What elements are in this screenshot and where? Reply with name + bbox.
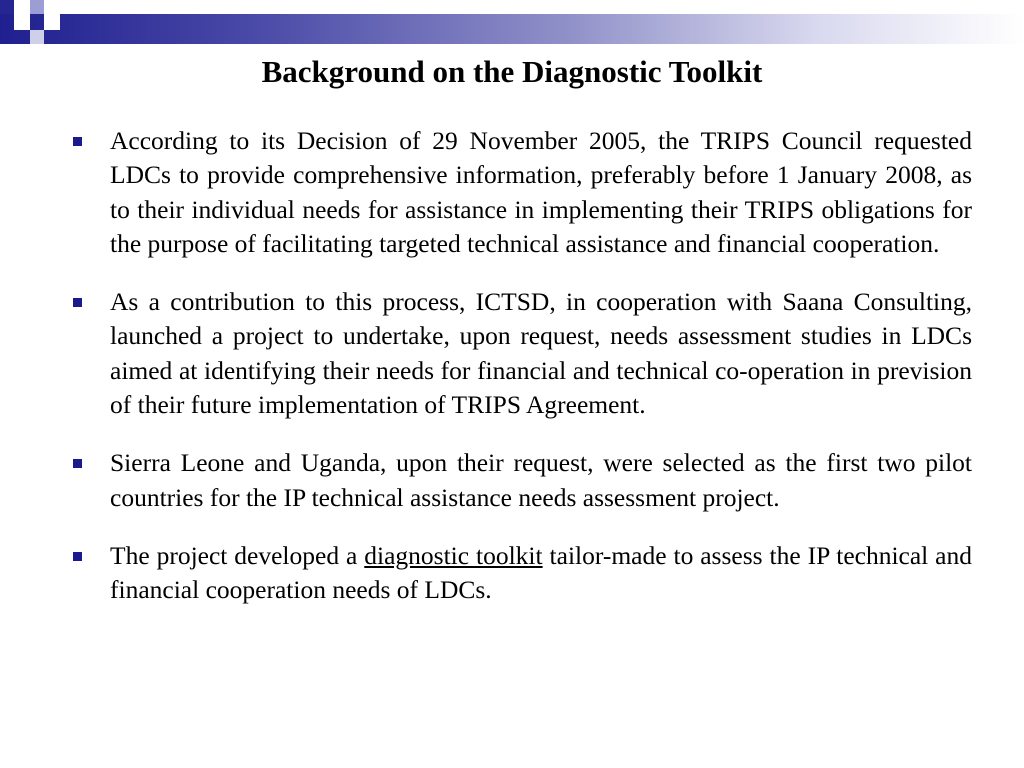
- bullet-text-before: The project developed a: [110, 540, 365, 570]
- bullet-text-after: tailor-made to assess the IP technical and financial cooperation needs of LDCs.: [110, 540, 973, 605]
- slide-title: Background on the Diagnostic Toolkit: [261, 54, 763, 89]
- bullet-item: [70, 285, 972, 422]
- decor-square: [30, 0, 44, 14]
- decor-square: [14, 14, 30, 30]
- square-bullet-icon: [73, 298, 82, 307]
- decor-square: [44, 14, 60, 30]
- bullet-item: [70, 539, 972, 608]
- square-bullet-icon: [73, 552, 82, 561]
- decor-square: [0, 0, 14, 14]
- decor-square: [60, 0, 76, 14]
- bullet-list: [70, 124, 972, 632]
- square-bullet-icon: [73, 459, 82, 468]
- bullet-item: [70, 446, 972, 515]
- bullet-text: According to its Decision of 29 November 2005, the TRIPS Council requested LDCs to provide comprehensive information, preferably before 1 January 2008, as to their individual needs for assistance in implementing their TRIPS obligations for the purpose of facilitating targeted technical assistance and financial cooperation.: [110, 126, 972, 258]
- bullet-text: Sierra Leone and Uganda, upon their request, were selected as the first two pilot countries for the IP technical assistance needs assessment project.: [110, 448, 972, 512]
- bullet-item: [70, 124, 972, 261]
- square-bullet-icon: [73, 137, 82, 146]
- decor-square: [30, 30, 44, 44]
- header-gradient-bar: [0, 14, 1024, 44]
- bullet-text: As a contribution to this process, ICTSD, in cooperation with Saana Consulting, launched a project to undertake, upon request, needs assessment studies in LDCs aimed at identifying their needs for financial and technical co-operation in prevision of their future implementation of TRIPS Agreement.: [110, 287, 972, 420]
- diagnostic-toolkit-link[interactable]: diagnostic toolkit: [364, 540, 543, 570]
